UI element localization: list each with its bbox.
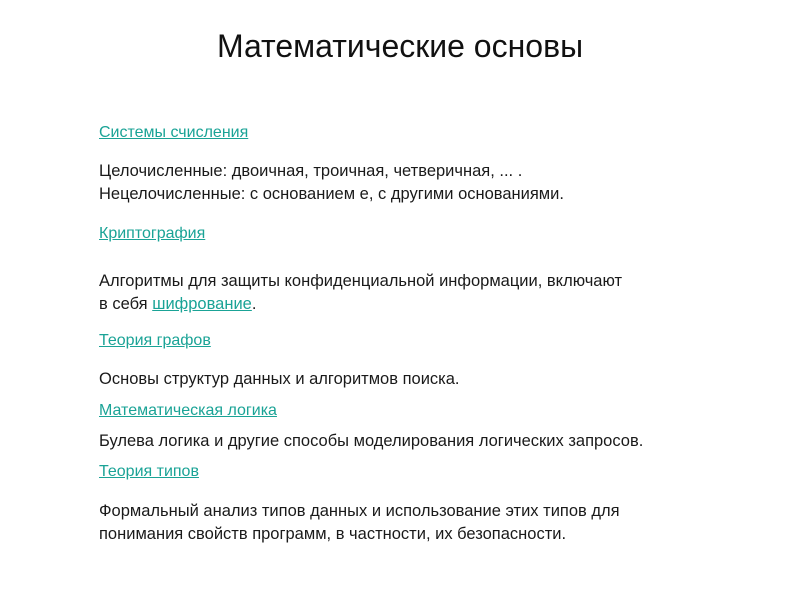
page-title: Математические основы xyxy=(216,28,584,64)
description-line: Нецелочисленные: с основанием e, с другими основаниями. xyxy=(99,185,564,203)
description-line: Целочисленные: двоичная, троичная, четверичная, ... . xyxy=(99,162,523,180)
link-cryptography[interactable]: Криптография xyxy=(99,225,206,242)
description-line: Основы структур данных и алгоритмов поиска. xyxy=(99,370,460,388)
link-graph-theory[interactable]: Теория графов xyxy=(99,332,211,349)
graph-theory-description xyxy=(99,368,460,391)
link-number-systems[interactable]: Системы счисления xyxy=(99,124,249,141)
link-mathematical-logic[interactable]: Математическая логика xyxy=(99,402,277,419)
link-type-theory[interactable]: Теория типов xyxy=(99,463,199,480)
type-theory-description xyxy=(99,500,620,546)
description-text: . xyxy=(251,295,257,313)
description-line: Булева логика и другие способы моделирования логических запросов. xyxy=(99,432,644,450)
link-encryption[interactable]: шифрование xyxy=(152,295,252,313)
mathematical-logic-description xyxy=(99,430,643,453)
description-line xyxy=(99,293,622,316)
number-systems-description xyxy=(99,160,564,206)
description-line: понимания свойств программ, в частности, их безопасности. xyxy=(99,525,567,543)
description-text: в себя xyxy=(99,295,153,313)
description-line: Формальный анализ типов данных и использование этих типов для xyxy=(99,502,620,520)
description-line: Алгоритмы для защиты конфиденциальной информации, включают xyxy=(99,272,623,290)
cryptography-description xyxy=(99,270,622,316)
